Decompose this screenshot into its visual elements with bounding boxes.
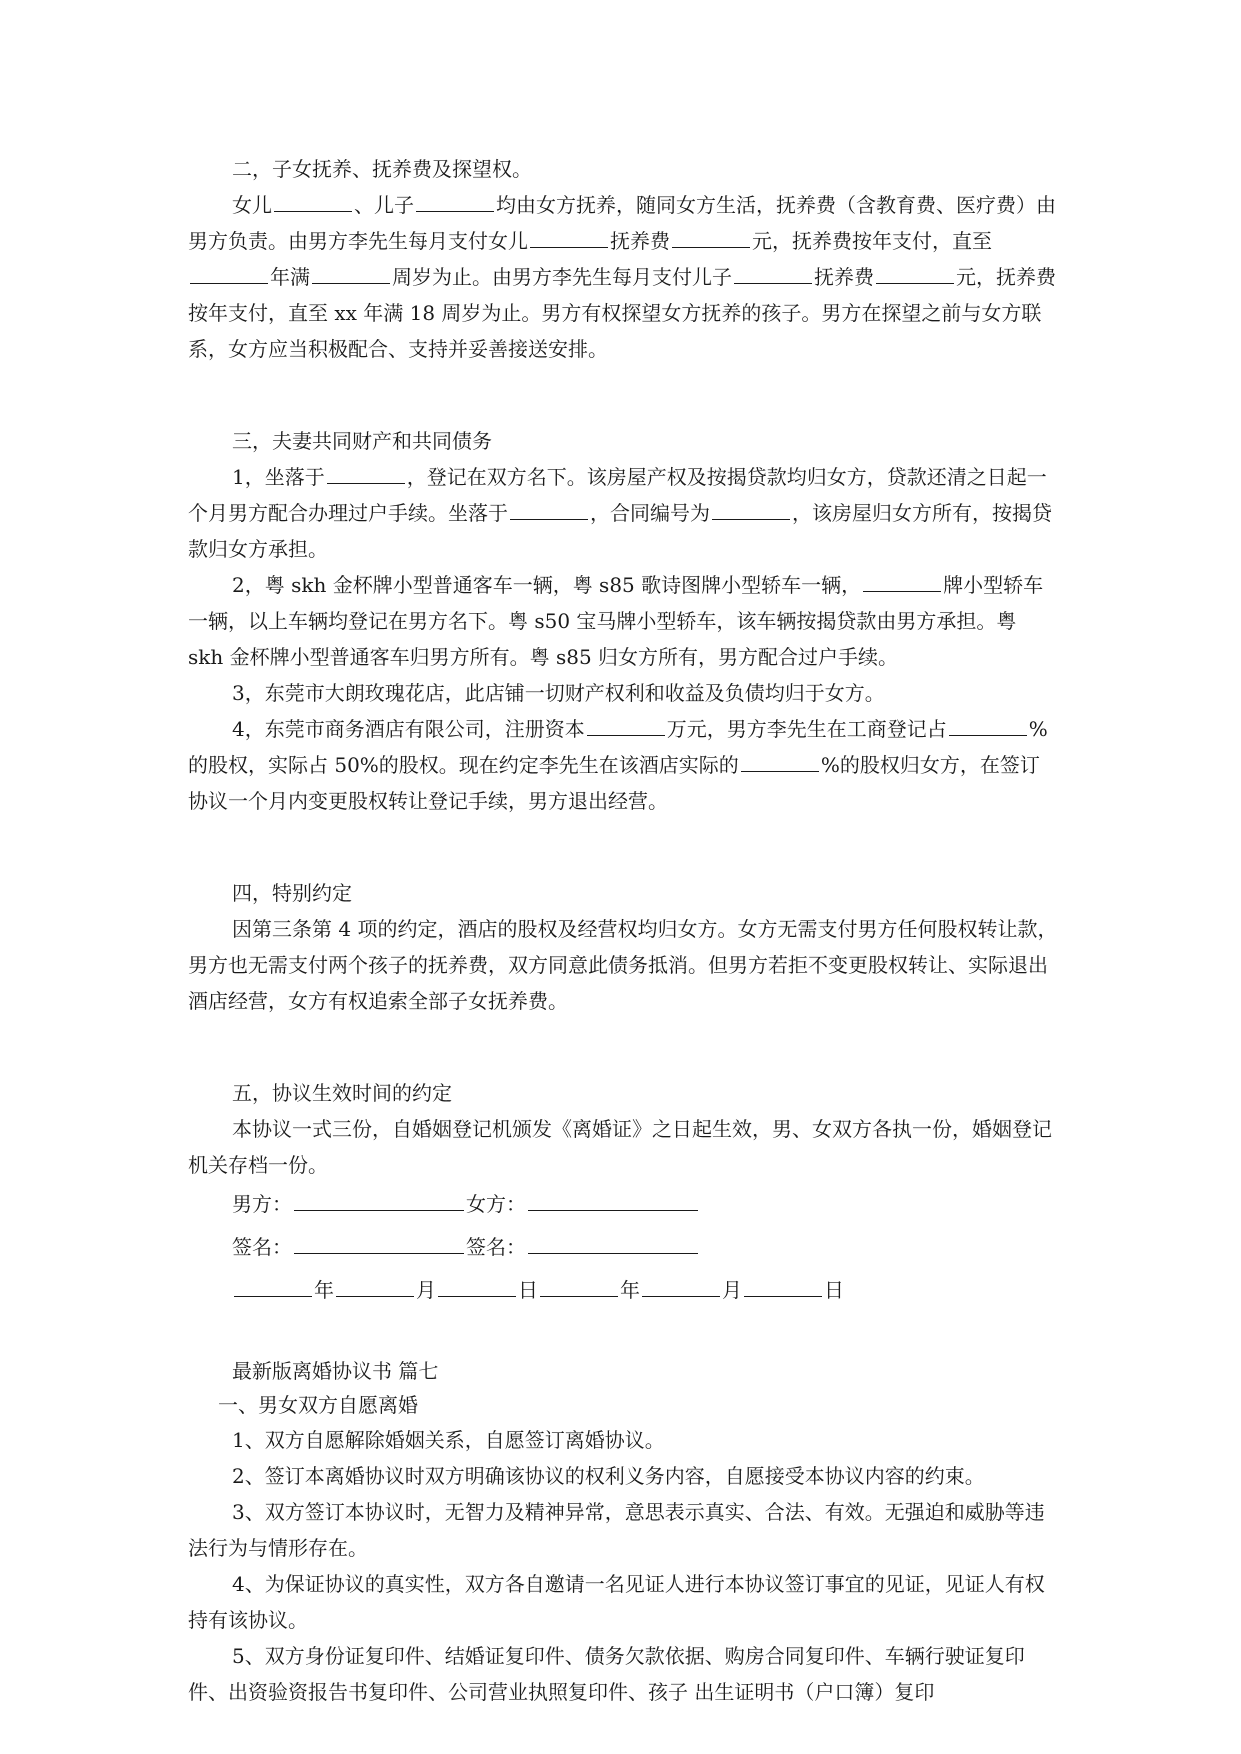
day-field[interactable] [438, 1276, 516, 1297]
spacer [188, 1019, 1058, 1075]
fill-blank[interactable] [712, 499, 790, 520]
female-signature-field[interactable] [528, 1233, 698, 1254]
section-3-item-2: 2，粤 skh 金杯牌小型普通客车一辆，粤 s85 歌诗图牌小型轿车一辆， 牌小型轿车一辆，以上车辆均登记在男方名下。粤 s50 宝马牌小型轿车，该车辆按揭贷款由男方承担。粤 skh 金杯牌小型普通客车归男方所有。粤 s85 归女方所有，男方配合过户手续。 [188, 573, 1044, 669]
female-sign-label: 签名： [466, 1235, 526, 1259]
section-5-heading: 五，协议生效时间的约定 [232, 1081, 452, 1105]
fill-blank[interactable] [876, 263, 954, 284]
fill-blank[interactable] [274, 191, 352, 212]
section-2-heading: 二，子女抚养、抚养费及探望权。 [232, 157, 532, 181]
part-7-item: 1、双方自愿解除婚姻关系，自愿签订离婚协议。 [232, 1428, 665, 1452]
party-line [188, 1183, 1058, 1226]
year-field[interactable] [540, 1276, 618, 1297]
male-signature-field[interactable] [294, 1233, 464, 1254]
male-name-field[interactable] [294, 1190, 464, 1211]
month-field[interactable] [336, 1276, 414, 1297]
part-7-item: 2、签订本离婚协议时双方明确该协议的权利义务内容，自愿接受本协议内容的约束。 [232, 1464, 985, 1488]
fill-blank[interactable] [510, 499, 588, 520]
female-name-field[interactable] [528, 1190, 698, 1211]
fill-blank[interactable] [312, 263, 390, 284]
section-3-item-1: 1，坐落于 ，登记在双方名下。该房屋产权及按揭贷款均归女方，贷款还清之日起一个月男方配合办理过户手续。坐落于 ，合同编号为 ，该房屋归女方所有，按揭贷款归女方承担。 [188, 465, 1052, 561]
document-body [188, 151, 1058, 1710]
female-label: 女方： [466, 1192, 526, 1216]
male-label: 男方： [232, 1192, 292, 1216]
section-2-paragraph: 女儿 、儿子 均由女方抚养，随同女方生活，抚养费（含教育费、医疗费）由男方负责。由男方李先生每月支付女儿 抚养费 元，抚养费按年支付，直至年满 周岁为止。由男方李先生每月支付儿子 抚养费 元，抚养费按年支付，直至 xx 年满 18 周岁为止。男方有权探望女方抚养的孩子。男方在探望之前与女方联系，女方应当积极配合、支持并妥善接送安排。 [188, 193, 1056, 361]
fill-blank[interactable] [734, 263, 812, 284]
section-3-item-3: 3，东莞市大朗玫瑰花店，此店铺一切财产权利和收益及负债均归于女方。 [232, 681, 885, 705]
part-7-item: 3、双方签订本协议时，无智力及精神异常，意思表示真实、合法、有效。无强迫和威胁等违法行为与情形存在。 [188, 1500, 1045, 1560]
section-5-paragraph: 本协议一式三份，自婚姻登记机颁发《离婚证》之日起生效，男、女双方各执一份，婚姻登记机关存档一份。 [188, 1117, 1052, 1177]
fill-blank[interactable] [863, 571, 941, 592]
fill-blank[interactable] [587, 715, 665, 736]
section-4-paragraph: 因第三条第 4 项的约定，酒店的股权及经营权均归女方。女方无需支付男方任何股权转让款，男方也无需支付两个孩子的抚养费，双方同意此债务抵消。但男方若拒不变更股权转让、实际退出酒店经营，女方有权追索全部子女抚养费。 [188, 917, 1058, 1013]
fill-blank[interactable] [741, 751, 819, 772]
part-7-title: 最新版离婚协议书 篇七 [232, 1359, 439, 1383]
spacer [188, 367, 1058, 423]
fill-blank[interactable] [327, 463, 405, 484]
fill-blank[interactable] [672, 227, 750, 248]
part-7-item: 5、双方身份证复印件、结婚证复印件、债务欠款依据、购房合同复印件、车辆行驶证复印件、出资验资报告书复印件、公司营业执照复印件、孩子 出生证明书（户口簿）复印 [188, 1644, 1025, 1704]
month-field[interactable] [642, 1276, 720, 1297]
spacer [188, 1312, 1058, 1354]
part-7-item: 4、为保证协议的真实性，双方各自邀请一名见证人进行本协议签订事宜的见证，见证人有权持有该协议。 [188, 1572, 1045, 1632]
part-7-section-heading: 一、男女双方自愿离婚 [218, 1393, 418, 1417]
year-field[interactable] [234, 1276, 312, 1297]
section-3-item-4: 4，东莞市商务酒店有限公司，注册资本 万元，男方李先生在工商登记占 %的股权，实际占 50%的股权。现在约定李先生在该酒店实际的 %的股权归女方，在签订协议一个月内变更股权转让登记手续，男方退出经营。 [188, 717, 1048, 813]
fill-blank[interactable] [416, 191, 494, 212]
section-4-heading: 四，特别约定 [232, 881, 352, 905]
spacer [188, 819, 1058, 875]
fill-blank[interactable] [949, 715, 1027, 736]
male-sign-label: 签名： [232, 1235, 292, 1259]
day-field[interactable] [744, 1276, 822, 1297]
section-3-heading: 三，夫妻共同财产和共同债务 [232, 429, 492, 453]
signature-line [188, 1226, 1058, 1269]
fill-blank[interactable] [190, 263, 268, 284]
date-line: 年 月 日 年 月 日 [188, 1269, 1058, 1312]
fill-blank[interactable] [530, 227, 608, 248]
